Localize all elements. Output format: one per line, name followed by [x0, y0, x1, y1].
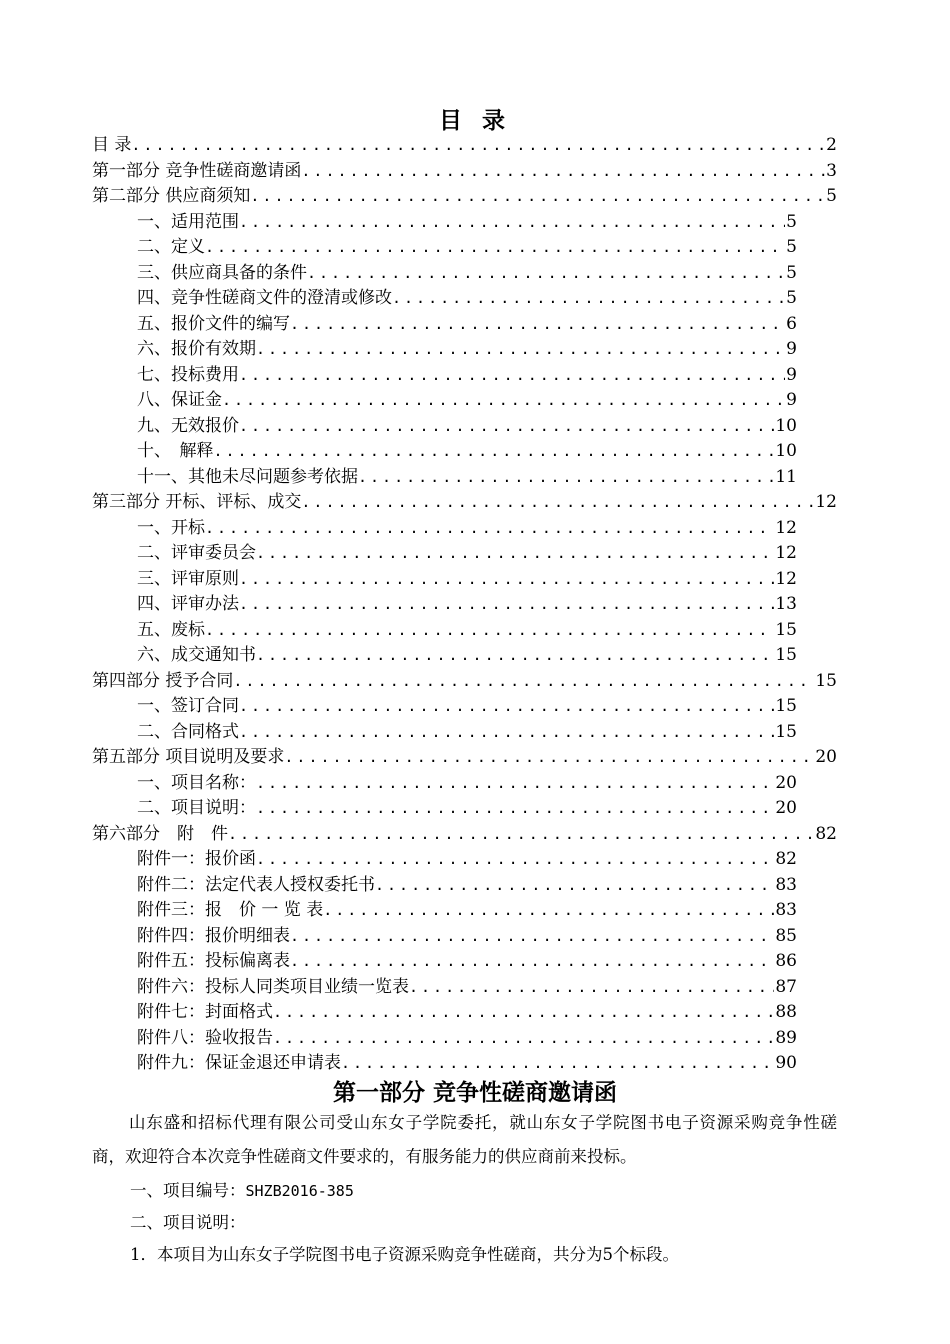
toc-entry[interactable]	[137, 312, 797, 337]
project-number-line	[130, 1176, 354, 1206]
toc-leader-dots	[256, 847, 774, 872]
toc-entry[interactable]	[137, 567, 797, 592]
toc-entry[interactable]	[137, 618, 797, 643]
toc-entry-label: 一、开标	[137, 517, 205, 538]
toc-entry-label: 五、废标	[137, 619, 205, 640]
toc-entry-label: 四、竞争性磋商文件的澄清或修改	[137, 288, 392, 308]
toc-leader-dots	[375, 873, 774, 898]
project-description-heading: 二、项目说明：	[130, 1213, 246, 1232]
toc-leader-dots	[239, 592, 774, 617]
toc-entry-page: 2	[826, 135, 837, 155]
toc-entry[interactable]	[92, 745, 837, 770]
toc-entry-label: 第四部分 授予合同	[92, 670, 234, 691]
toc-entry-label: 三、评审原则	[137, 568, 239, 589]
toc-entry-label: 附件一：报价函	[137, 849, 256, 869]
toc-entry[interactable]	[137, 210, 797, 235]
toc-entry-label: 八、保证金	[137, 390, 222, 410]
toc-leader-dots	[256, 796, 774, 821]
toc-entry[interactable]	[137, 975, 797, 1000]
toc-entry-page: 15	[775, 645, 797, 665]
toc-entry[interactable]	[137, 465, 797, 490]
toc-entry-page: 15	[775, 721, 797, 742]
toc-leader-dots	[290, 949, 774, 974]
toc-entry-label: 附件四：报价明细表	[137, 925, 290, 946]
toc-entry[interactable]	[137, 516, 797, 541]
toc-entry-label: 二、定义	[137, 237, 205, 257]
toc-entry-label: 二、项目说明：	[137, 798, 256, 818]
toc-leader-dots	[205, 235, 785, 260]
toc-entry[interactable]	[137, 363, 797, 388]
toc-entry[interactable]	[92, 822, 837, 847]
toc-leader-dots	[323, 898, 774, 923]
toc-entry-label: 附件五：投标偏离表	[137, 951, 290, 971]
toc-entry[interactable]	[137, 337, 797, 362]
toc-entry-page: 13	[775, 594, 797, 614]
toc-entry-page: 9	[786, 339, 797, 359]
toc-leader-dots	[256, 337, 785, 362]
toc-entry-page: 12	[815, 492, 837, 512]
toc-entry-page: 87	[775, 976, 797, 997]
toc-entry-page: 5	[786, 237, 797, 257]
toc-entry-label: 一、签订合同	[137, 696, 239, 716]
toc-leader-dots	[222, 388, 785, 413]
toc-entry-page: 5	[786, 288, 797, 308]
toc-entry-label: 附件七：封面格式	[137, 1002, 273, 1022]
toc-entry[interactable]	[92, 490, 837, 515]
toc-entry-page: 15	[815, 670, 837, 691]
toc-entry-page: 12	[775, 517, 797, 538]
toc-leader-dots	[239, 720, 774, 745]
toc-entry-label: 目 录	[92, 135, 132, 155]
project-number-label: 一、项目编号：	[130, 1181, 246, 1200]
toc-entry[interactable]	[137, 643, 797, 668]
toc-leader-dots	[284, 745, 814, 770]
toc-entry-page: 5	[786, 211, 797, 232]
toc-leader-dots	[239, 210, 785, 235]
toc-entry-label: 十、 解释	[137, 441, 214, 461]
toc-entry-page: 12	[775, 543, 797, 563]
toc-entry-page: 3	[826, 160, 837, 181]
toc-entry[interactable]	[92, 184, 837, 209]
toc-entry-label: 一、适用范围	[137, 211, 239, 232]
toc-entry-label: 五、报价文件的编写	[137, 313, 290, 334]
toc-leader-dots	[301, 159, 825, 184]
toc-entry-label: 第一部分 竞争性磋商邀请函	[92, 160, 302, 181]
toc-leader-dots	[256, 643, 774, 668]
toc-entry-label: 十一、其他未尽问题参考依据	[137, 466, 358, 487]
toc-entry[interactable]	[137, 949, 797, 974]
toc-entry[interactable]	[92, 133, 837, 158]
toc-leader-dots	[228, 822, 814, 847]
toc-entry[interactable]	[137, 592, 797, 617]
toc-entry[interactable]	[137, 873, 797, 898]
toc-entry-label: 附件三：报 价 一 览 表	[137, 900, 324, 920]
toc-leader-dots	[290, 312, 785, 337]
toc-entry-page: 15	[775, 619, 797, 640]
toc-entry-page: 9	[786, 364, 797, 385]
toc-entry-page: 20	[775, 798, 797, 818]
toc-leader-dots	[214, 439, 775, 464]
toc-entry-label: 附件二：法定代表人授权委托书	[137, 874, 375, 895]
toc-entry-page: 10	[775, 441, 797, 461]
toc-leader-dots	[256, 771, 774, 796]
toc-leader-dots	[273, 1026, 774, 1051]
toc-entry-label: 第六部分 附 件	[92, 823, 228, 844]
toc-entry[interactable]	[137, 414, 797, 439]
toc-entry-label: 四、评审办法	[137, 594, 239, 614]
toc-entry-label: 附件六：投标人同类项目业绩一览表	[137, 976, 409, 997]
toc-entry[interactable]	[137, 1000, 797, 1025]
toc-entry-label: 第二部分 供应商须知	[92, 186, 251, 206]
toc-entry-label: 第五部分 项目说明及要求	[92, 747, 285, 767]
toc-entry-page: 82	[775, 849, 797, 869]
toc-leader-dots	[256, 541, 774, 566]
toc-entry-label: 二、合同格式	[137, 721, 239, 742]
toc-leader-dots	[409, 975, 774, 1000]
toc-entry-page: 15	[775, 696, 797, 716]
toc-leader-dots	[392, 286, 785, 311]
toc-entry-label: 二、评审委员会	[137, 543, 256, 563]
toc-leader-dots	[290, 924, 774, 949]
toc-entry-label: 第三部分 开标、评标、成交	[92, 492, 302, 512]
toc-entry[interactable]	[137, 541, 797, 566]
toc-entry-page: 5	[826, 186, 837, 206]
toc-entry[interactable]	[137, 1051, 797, 1076]
toc-entry[interactable]	[137, 235, 797, 260]
toc-entry-page: 10	[775, 415, 797, 436]
toc-leader-dots	[239, 567, 774, 592]
toc-title: 目 录	[438, 107, 511, 134]
toc-leader-dots	[250, 184, 825, 209]
toc-leader-dots	[358, 465, 774, 490]
toc-entry-page: 20	[775, 772, 797, 793]
toc-entry[interactable]	[137, 261, 797, 286]
project-number-value: SHZB2016-385	[245, 1182, 354, 1200]
intro-paragraph: 山东盛和招标代理有限公司受山东女子学院委托，就山东女子学院图书电子资源采购竞争性磋商，欢迎符合本次竞争性磋商文件要求的，有服务能力的供应商前来投标。	[92, 1113, 837, 1166]
toc-entry[interactable]	[137, 694, 797, 719]
toc-entry-page: 6	[786, 313, 797, 334]
toc-entry-label: 六、报价有效期	[137, 339, 256, 359]
toc-entry-label: 一、项目名称：	[137, 772, 256, 793]
toc-entry-page: 89	[775, 1027, 797, 1048]
toc-entry[interactable]	[92, 669, 837, 694]
toc-entry-page: 82	[815, 823, 837, 844]
toc-leader-dots	[205, 618, 774, 643]
toc-entry[interactable]	[137, 771, 797, 796]
toc-entry[interactable]	[137, 388, 797, 413]
toc-entry-label: 六、成交通知书	[137, 645, 256, 665]
toc-entry-page: 83	[775, 874, 797, 895]
toc-entry-page: 83	[775, 900, 797, 920]
toc-entry-page: 9	[786, 390, 797, 410]
toc-entry[interactable]	[137, 439, 797, 464]
toc-leader-dots	[301, 490, 814, 515]
toc-entry[interactable]	[137, 924, 797, 949]
toc-entry-label: 七、投标费用	[137, 364, 239, 385]
toc-entry[interactable]	[137, 286, 797, 311]
toc-entry[interactable]	[137, 847, 797, 872]
toc-entry-page: 11	[775, 466, 797, 487]
toc-entry[interactable]	[137, 1026, 797, 1051]
section-title: 第一部分 竞争性磋商邀请函	[332, 1079, 617, 1106]
toc-entry-label: 九、无效报价	[137, 415, 239, 436]
toc-entry-page: 88	[775, 1002, 797, 1022]
toc-leader-dots	[239, 694, 774, 719]
toc-leader-dots	[233, 669, 814, 694]
toc-entry-page: 85	[775, 925, 797, 946]
toc-entry-page: 5	[786, 262, 797, 283]
toc-leader-dots	[273, 1000, 774, 1025]
toc-entry[interactable]	[137, 796, 797, 821]
toc-leader-dots	[131, 133, 825, 158]
project-description-item: 1．本项目为山东女子学院图书电子资源采购竞争性磋商，共分为5个标段。	[130, 1245, 679, 1264]
toc-entry-page: 20	[815, 747, 837, 767]
toc-entry-page: 90	[775, 1053, 797, 1073]
toc-leader-dots	[307, 261, 785, 286]
toc-entry[interactable]	[137, 898, 797, 923]
toc-entry-page: 86	[775, 951, 797, 971]
toc-entry[interactable]	[137, 720, 797, 745]
toc-leader-dots	[239, 414, 774, 439]
toc-leader-dots	[239, 363, 785, 388]
toc-entry-label: 附件九：保证金退还申请表	[137, 1053, 341, 1073]
toc-entry-page: 12	[775, 568, 797, 589]
toc-entry-label: 附件八：验收报告	[137, 1027, 273, 1048]
toc-leader-dots	[205, 516, 774, 541]
toc-entry-label: 三、供应商具备的条件	[137, 262, 307, 283]
toc-entry[interactable]	[92, 159, 837, 184]
toc-leader-dots	[341, 1051, 774, 1076]
